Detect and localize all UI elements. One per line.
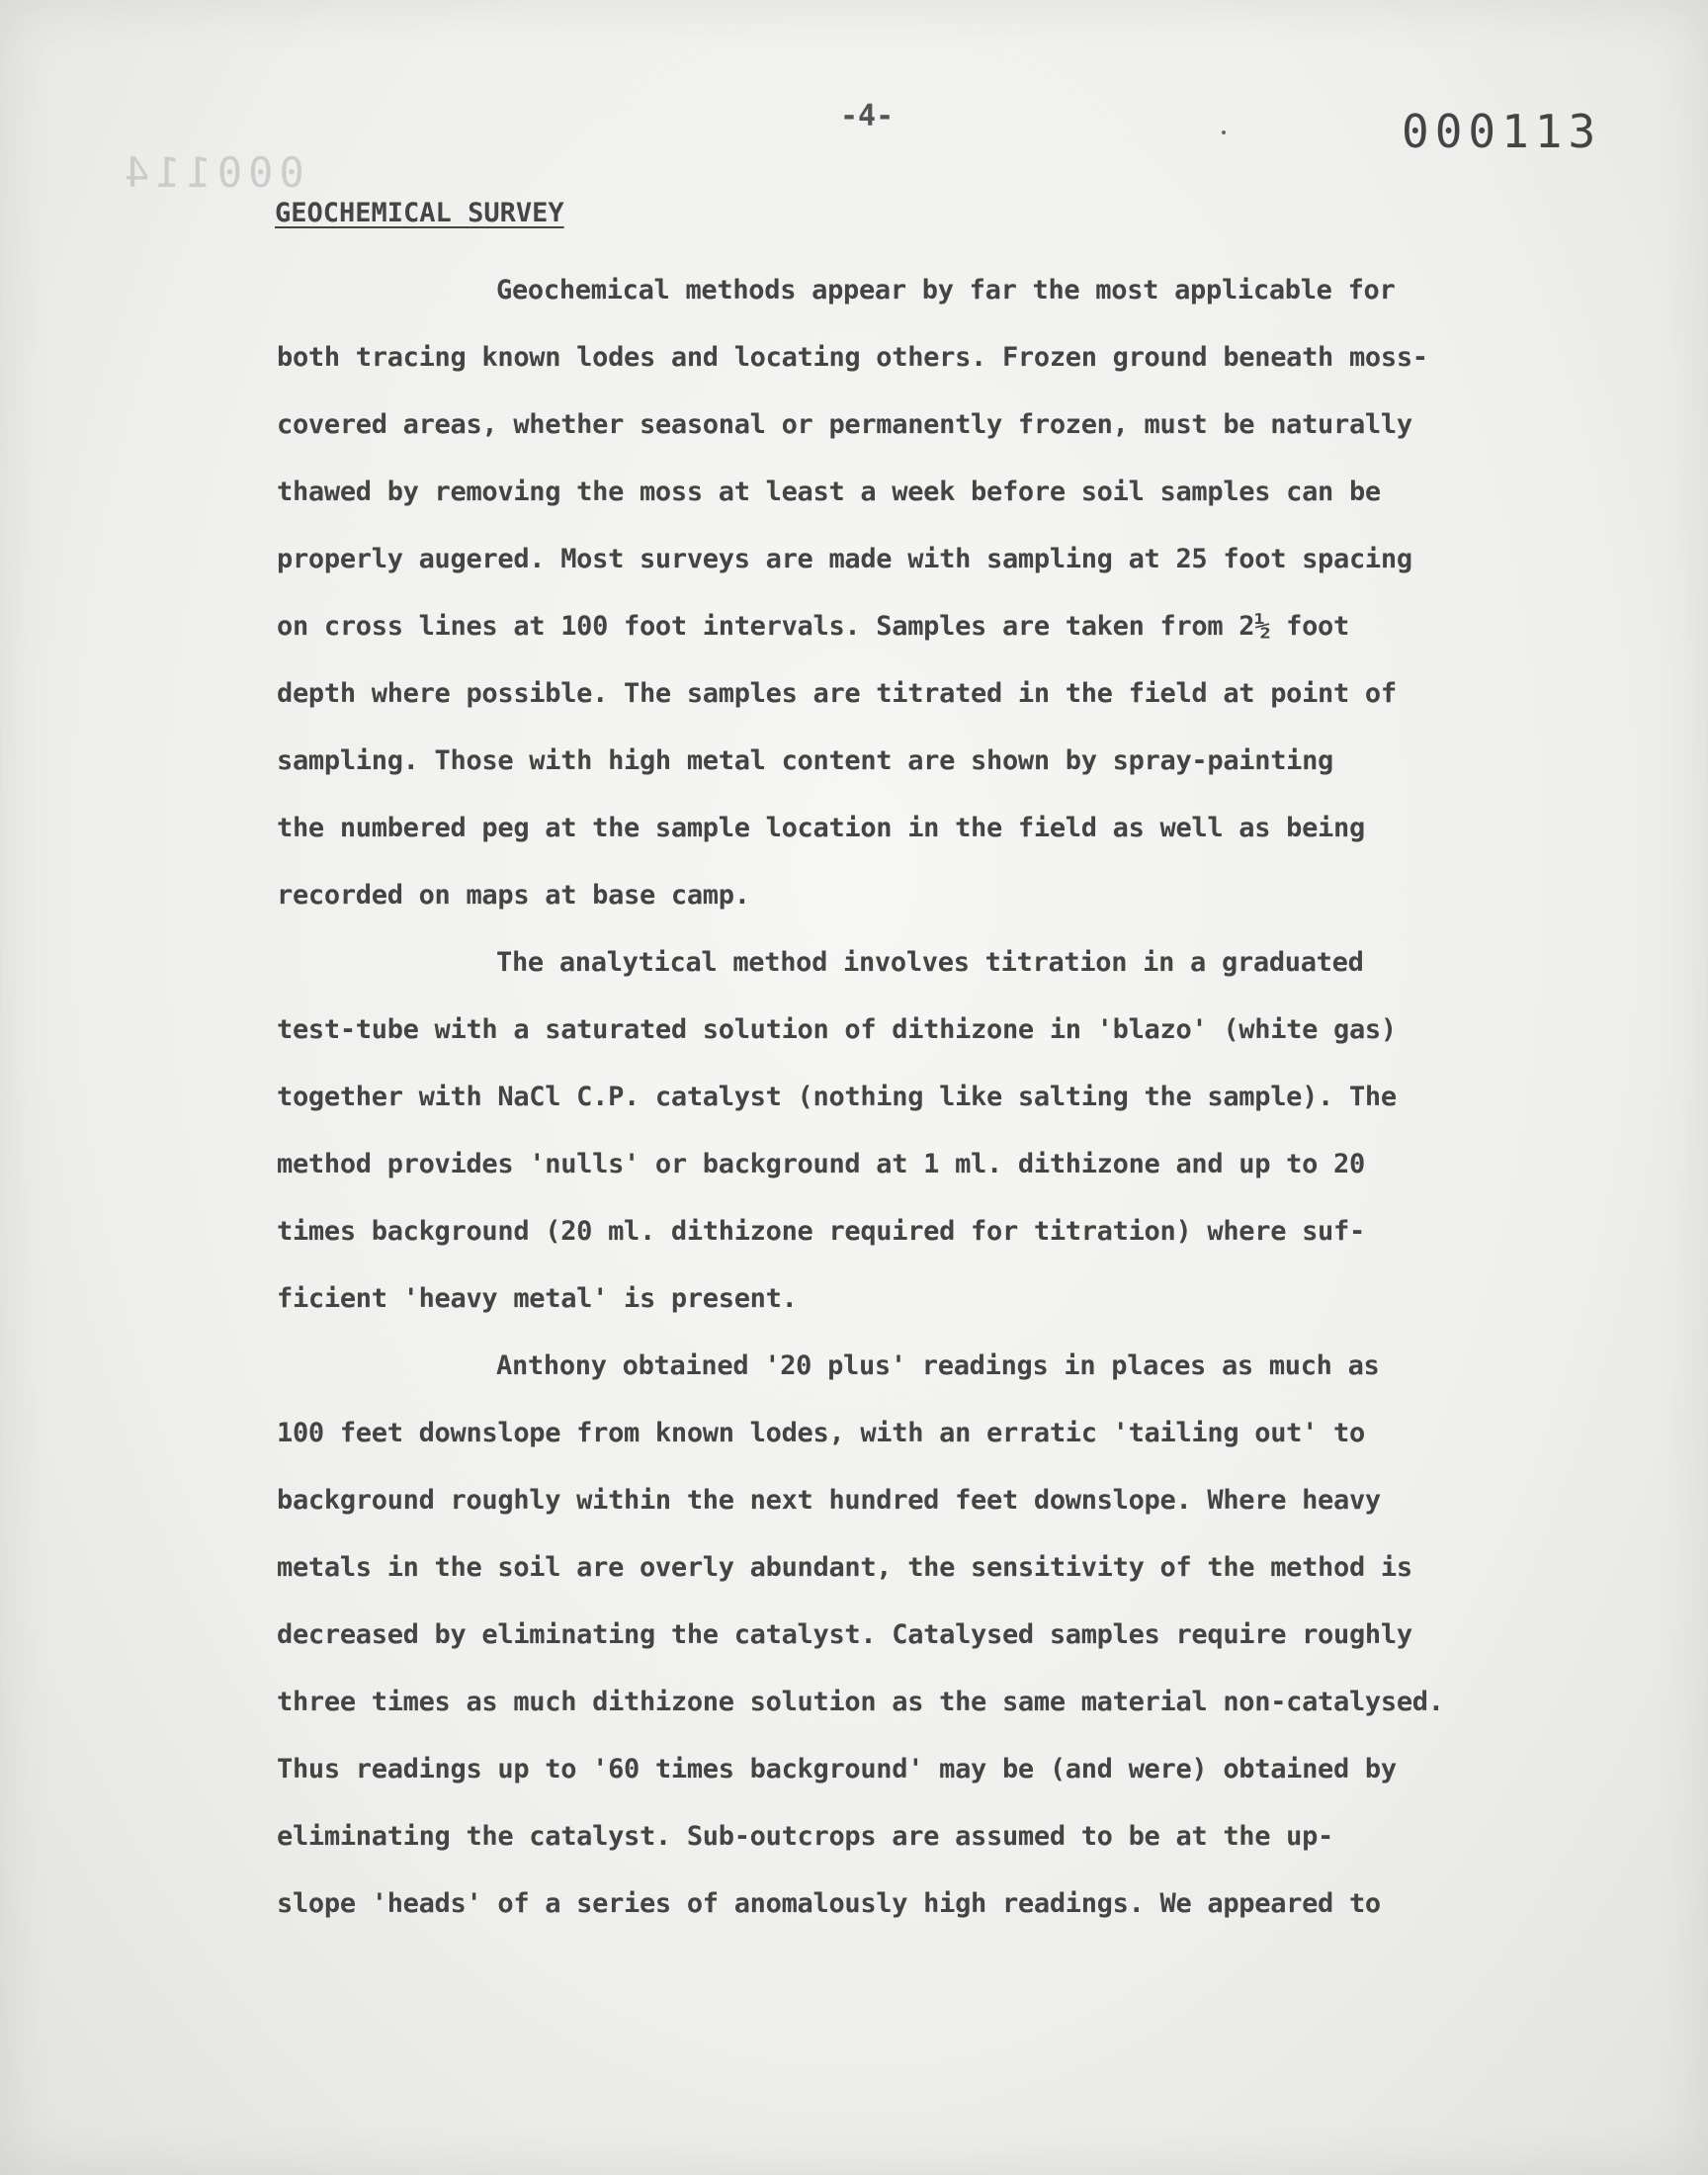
paragraph-3-line: decreased by eliminating the catalyst. Catalysed samples require roughly bbox=[277, 1619, 1412, 1650]
page-number: -4- bbox=[840, 99, 895, 133]
paragraph-1-line: covered areas, whether seasonal or permanently frozen, must be naturally bbox=[277, 409, 1412, 440]
bleed-through-stamp: 000114 bbox=[119, 148, 304, 197]
paragraph-3-line: Anthony obtained '20 plus' readings in places as much as bbox=[496, 1350, 1380, 1381]
paragraph-1-line: thawed by removing the moss at least a week before soil samples can be bbox=[277, 477, 1381, 507]
paragraph-3-line: eliminating the catalyst. Sub-outcrops are assumed to be at the up- bbox=[277, 1821, 1334, 1852]
paragraph-1-line: on cross lines at 100 foot intervals. Samples are taken from 2½ foot bbox=[277, 611, 1349, 642]
paragraph-3-line: background roughly within the next hundred feet downslope. Where heavy bbox=[277, 1485, 1381, 1516]
paragraph-3-line: Thus readings up to '60 times background' may be (and were) obtained by bbox=[277, 1754, 1397, 1784]
paragraph-2-line: test-tube with a saturated solution of dithizone in 'blazo' (white gas) bbox=[277, 1014, 1397, 1045]
paragraph-1-line: properly augered. Most surveys are made with sampling at 25 foot spacing bbox=[277, 544, 1412, 574]
paragraph-3-line: 100 feet downslope from known lodes, with an erratic 'tailing out' to bbox=[277, 1418, 1365, 1448]
section-heading: GEOCHEMICAL SURVEY bbox=[275, 198, 564, 228]
paragraph-2-line: times background (20 ml. dithizone required for titration) where suf- bbox=[277, 1216, 1365, 1247]
paragraph-2-line: ficient 'heavy metal' is present. bbox=[277, 1283, 798, 1314]
speck-mark bbox=[1222, 130, 1226, 134]
paragraph-1-line: depth where possible. The samples are titrated in the field at point of bbox=[277, 678, 1397, 709]
paragraph-2-line: The analytical method involves titration in a graduated bbox=[496, 947, 1364, 978]
paragraph-3-line: slope 'heads' of a series of anomalously high readings. We appeared to bbox=[277, 1888, 1381, 1919]
paragraph-2-line: method provides 'nulls' or background at 1 ml. dithizone and up to 20 bbox=[277, 1149, 1365, 1179]
paragraph-3-line: three times as much dithizone solution as the same material non-catalysed. bbox=[277, 1687, 1444, 1717]
paragraph-3-line: metals in the soil are overly abundant, the sensitivity of the method is bbox=[277, 1552, 1412, 1583]
paragraph-2-line: together with NaCl C.P. catalyst (nothing like salting the sample). The bbox=[277, 1082, 1397, 1112]
paragraph-1-line: both tracing known lodes and locating others. Frozen ground beneath moss- bbox=[277, 342, 1428, 373]
paragraph-1-line: Geochemical methods appear by far the most applicable for bbox=[496, 275, 1396, 305]
paragraph-1-line: recorded on maps at base camp. bbox=[277, 880, 750, 911]
document-stamp-number: 000113 bbox=[1402, 105, 1602, 158]
body-text bbox=[277, 257, 1522, 1938]
paragraph-1-line: sampling. Those with high metal content are shown by spray-painting bbox=[277, 745, 1334, 776]
paragraph-1-line: the numbered peg at the sample location in the field as well as being bbox=[277, 813, 1365, 843]
